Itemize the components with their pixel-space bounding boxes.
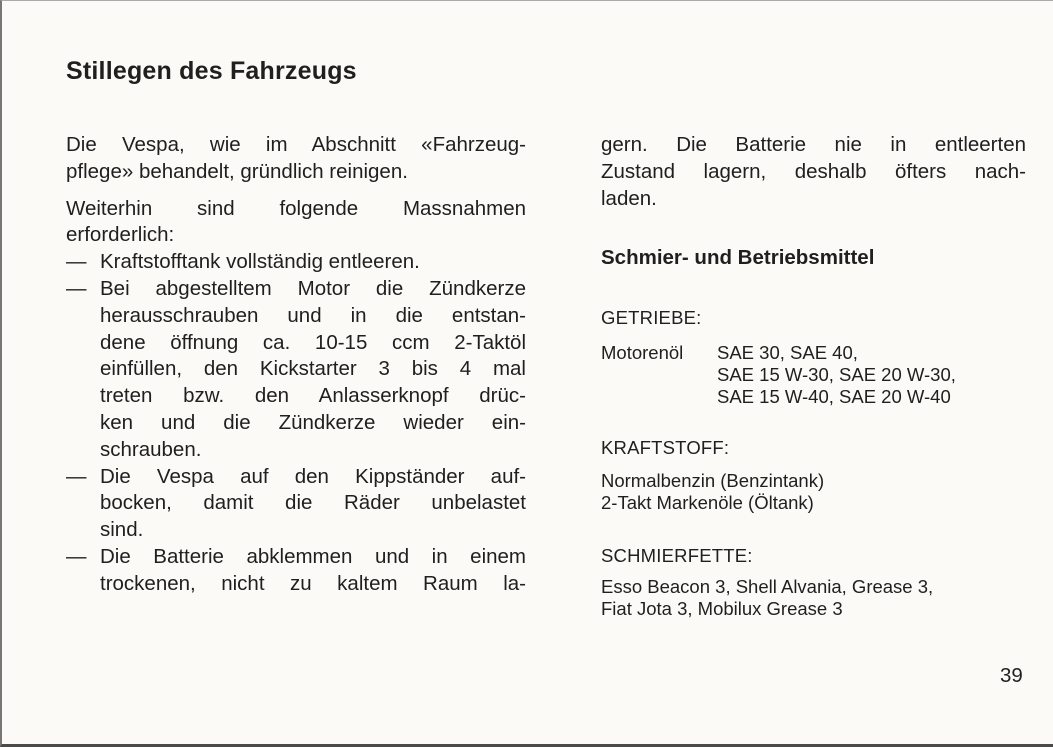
dash-bullet: —: [66, 250, 87, 274]
page-title: Stillegen des Fahrzeugs: [66, 57, 357, 85]
text-line: herausschrauben und in die entstan-: [100, 303, 526, 327]
text-line: laden.: [601, 186, 657, 210]
heading-schmierfette: SCHMIERFETTE:: [601, 545, 753, 566]
measures-list: [66, 249, 526, 597]
text-line: trockenen, nicht zu kaltem Raum la-: [100, 571, 526, 595]
text-line: sind.: [100, 518, 144, 542]
spec-schmierfette: [601, 576, 933, 620]
left-column: [66, 132, 526, 598]
paragraph-measures-intro: [66, 196, 526, 250]
text-line: Die Vespa, wie im Abschnitt «Fahrzeug-: [66, 133, 526, 156]
section-title-lubricants: Schmier- und Betriebsmittel: [601, 246, 875, 269]
heading-getriebe: GETRIEBE:: [601, 307, 702, 328]
list-item: [66, 249, 526, 276]
text-line: Die Batterie abklemmen und in einem: [100, 544, 526, 568]
dash-bullet: —: [66, 276, 87, 300]
text-line: SAE 15 W-40, SAE 20 W-40: [717, 386, 951, 407]
text-line: erforderlich:: [66, 223, 175, 247]
paragraph-cleaning: [66, 132, 526, 186]
text-line: Die Vespa auf den Kippständer auf-: [100, 464, 526, 488]
heading-kraftstoff: KRAFTSTOFF:: [601, 437, 730, 458]
list-item: [66, 464, 526, 544]
text-line: schrauben.: [100, 437, 202, 461]
text-line: Fiat Jota 3, Mobilux Grease 3: [601, 598, 843, 619]
text-line: gern. Die Batterie nie in entleerten: [601, 133, 1026, 156]
text-line: ken und die Zündkerze wieder ein-: [100, 410, 526, 434]
text-line: einfüllen, den Kickstarter 3 bis 4 mal: [100, 357, 526, 381]
text-line: Normalbenzin (Benzintank): [601, 470, 825, 491]
text-line: Zustand lagern, deshalb öfters nach-: [601, 159, 1026, 183]
spec-kraftstoff: [601, 470, 824, 514]
text-line: Bei abgestelltem Motor die Zündkerze: [100, 276, 526, 300]
text-line: dene öffnung ca. 10-15 ccm 2-Taktöl: [100, 330, 526, 354]
spec-getriebe: [601, 342, 956, 408]
text-line: SAE 15 W-30, SAE 20 W-30,: [717, 364, 956, 385]
text-line: bocken, damit die Räder unbelastet: [100, 491, 526, 515]
dash-bullet: —: [66, 544, 87, 568]
label-motorenoel: Motorenöl: [601, 342, 684, 363]
dash-bullet: —: [66, 464, 87, 488]
text-line: Esso Beacon 3, Shell Alvania, Grease 3,: [601, 576, 934, 597]
paragraph-battery-continued: [601, 132, 1026, 212]
text-line: 2-Takt Markenöle (Öltank): [601, 492, 814, 513]
page-number: 39: [1000, 664, 1023, 687]
text-line: SAE 30, SAE 40,: [717, 342, 858, 363]
text-line: treten bzw. den Anlasserknopf drüc-: [100, 384, 526, 408]
right-column: [601, 132, 1026, 222]
text-line: Weiterhin sind folgende Massnahmen: [66, 196, 526, 220]
text-line: Kraftstofftank vollständig entleeren.: [100, 250, 420, 274]
list-item: [66, 544, 526, 598]
list-item: [66, 276, 526, 464]
text-line: pflege» behandelt, gründlich reinigen.: [66, 159, 408, 183]
